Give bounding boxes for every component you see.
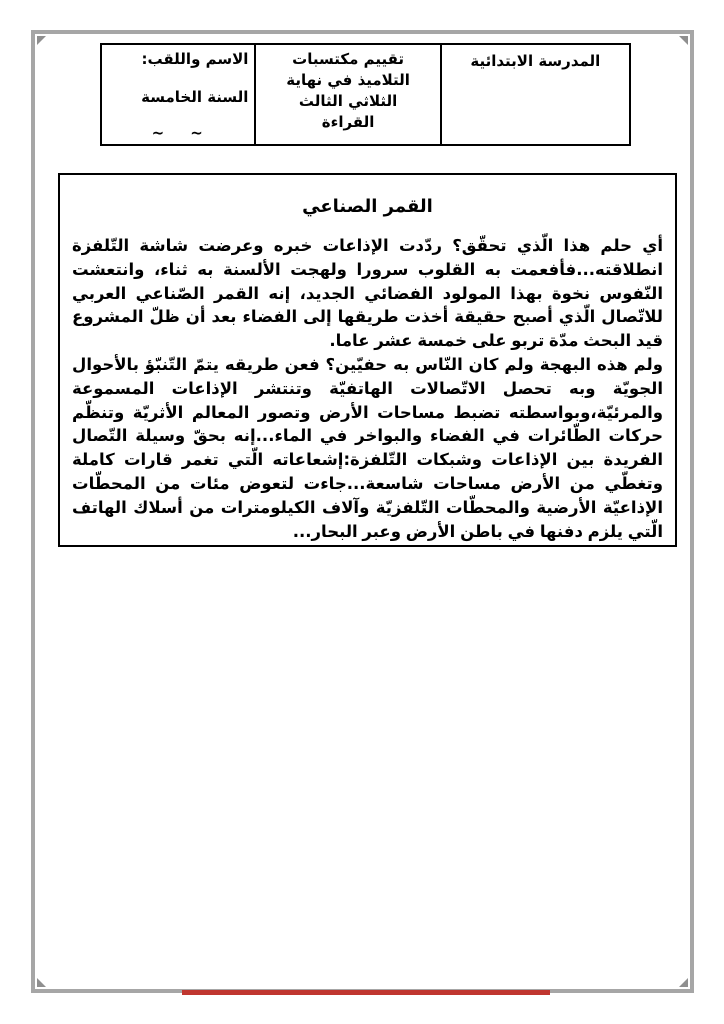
frame-corner-top-left-ornament xyxy=(37,36,46,45)
assessment-line-3: الثلاثي الثالث xyxy=(298,92,398,110)
assessment-title-cell xyxy=(254,45,439,144)
passage-paragraph-1: أي حلم هذا الّذي تحقّق؟ ردّدت الإذاعات خبره وعرضت شاشة التّلفزة انطلاقته...فأفعمت به القلوب سرورا ولهجت الألسنة به ثناء، وانتعشت النّفوس نخوة بهذا المولود الفضائي الجديد، إنه القمر الصّناعي العربي للاتّصال الّذي أصبح حقيقة أخذت طريقها إلى الفضاء بعد أن ظلّ المشروع قيد البحث مدّة تربو على خمسة عشر عاما. xyxy=(72,236,663,351)
name-surname-label: الاسم واللقب: xyxy=(141,50,249,68)
red-underline-segment xyxy=(182,990,550,995)
school-cell xyxy=(440,45,629,144)
reading-passage-box xyxy=(58,173,677,547)
passage-title: القمر الصناعي xyxy=(302,196,433,217)
assessment-line-4: القراءة xyxy=(321,113,375,131)
frame-corner-bottom-right-ornament xyxy=(679,978,688,987)
assessment-line-1: تقييم مكتسبات xyxy=(292,50,405,68)
header-table xyxy=(100,43,631,146)
tilde-marks: ~ ~ xyxy=(151,124,203,142)
grade-label: السنة الخامسة xyxy=(141,88,249,106)
student-name-cell xyxy=(102,45,254,144)
passage-paragraph-2: ولم هذه البهجة ولم كان النّاس به حفيّين؟ فعن طريقه يتمّ التّنبّؤ بالأحوال الجويّة وبه تحصل الاتّصالات الهاتفيّة وتنتشر الإذاعات المسموعة والمرئيّة،وبواسطته تضبط مساحات الأرض وتصور المعالم الأثريّة وتنظّم حركات الطّائرات في الفضاء والبواخر في الماء...إنه بحقّ وسيلة التّصال الفريدة بين الإذاعات وشبكات التّلفزة:إشعاعاته الّتي تغمر قارات كاملة وتغطّي من الأرض مساحات شاسعة...جاءت لتعوض مئات من المحطّات الإذاعيّة الأرضية والمحطّات التّلفزيّة وآلاف الكيلومترات من أسلاك الهاتف الّتي يلزم دفنها في باطن الأرض وعبر البحار... xyxy=(72,354,663,541)
passage-body xyxy=(72,234,663,543)
assessment-line-2: التلاميذ في نهاية xyxy=(286,71,410,89)
frame-corner-bottom-left-ornament xyxy=(37,978,46,987)
school-name-label: المدرسة الابتدائية xyxy=(470,52,601,70)
frame-corner-top-right-ornament xyxy=(679,36,688,45)
